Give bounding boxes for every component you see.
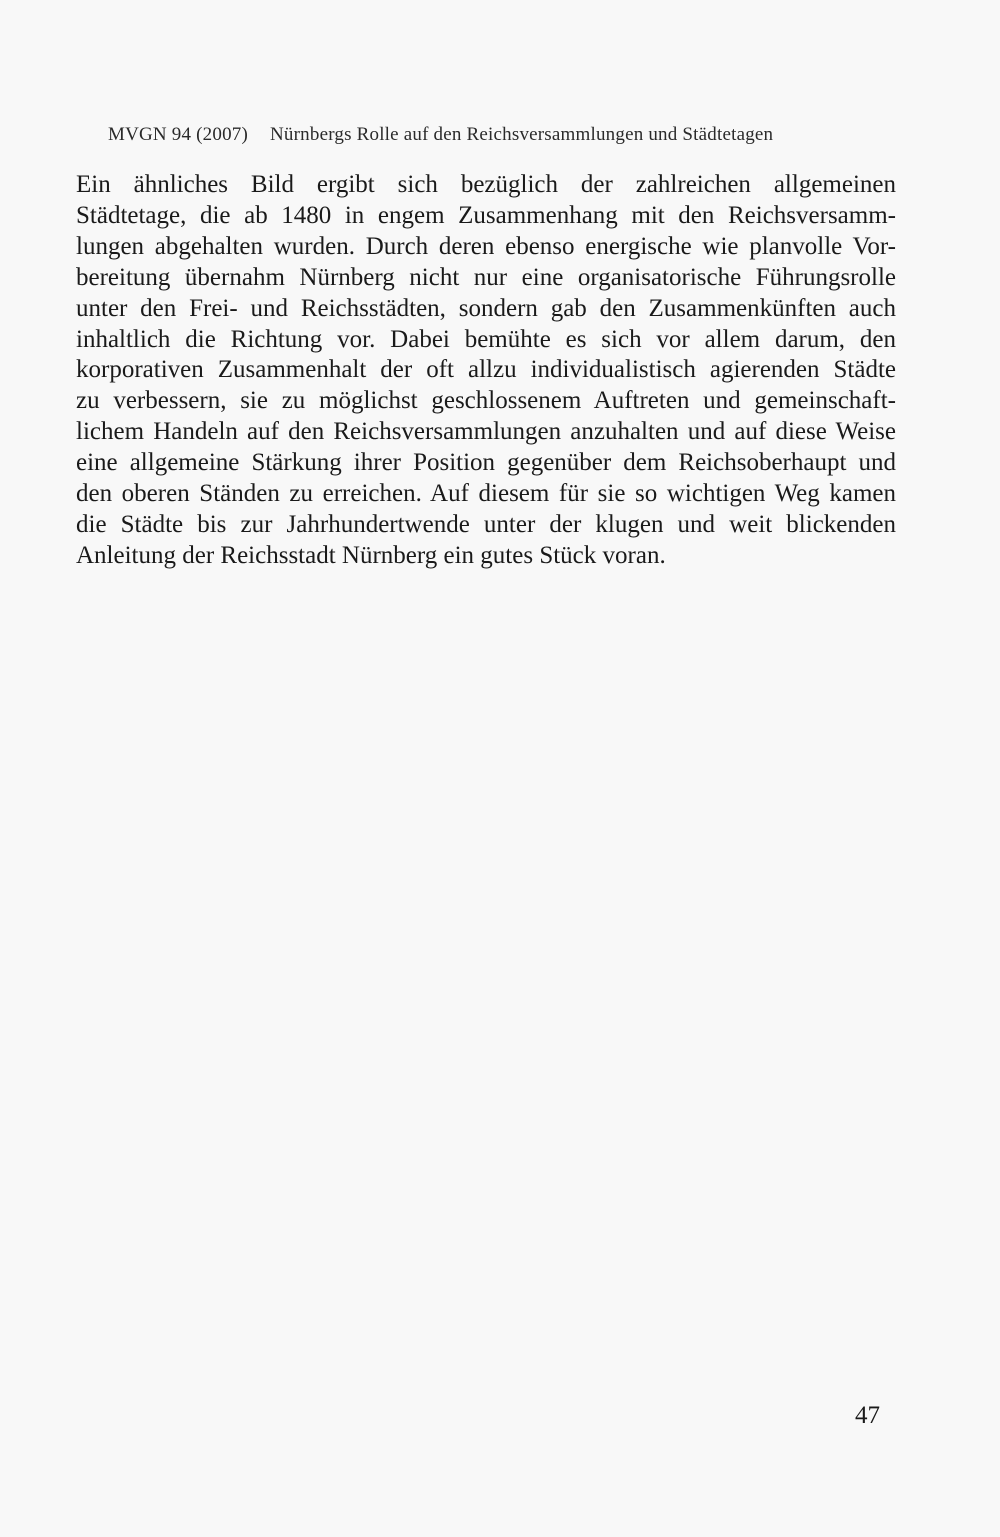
text-line: unter den Frei- und Reichsstädten, sondern gab den Zusammenkünften auch [76, 294, 896, 322]
text-line: korporativen Zusammenhalt der oft allzu individualistisch agierenden Städte [76, 356, 896, 384]
text-line: lungen abgehalten wurden. Durch deren ebenso energische wie planvolle Vor- [76, 232, 896, 260]
text-line: Ein ähnliches Bild ergibt sich bezüglich der zahlreichen allgemeinen [76, 171, 896, 198]
article-title: Nürnbergs Rolle auf den Reichsversammlungen und Städtetagen [270, 124, 774, 145]
text-line: Anleitung der Reichsstadt Nürnberg ein gutes Stück voran. [76, 541, 666, 569]
running-header [108, 124, 868, 146]
journal-reference: MVGN 94 (2007) [108, 124, 249, 145]
text-line: inhaltlich die Richtung vor. Dabei bemühte es sich vor allem darum, den [76, 325, 896, 353]
text-line: bereitung übernahm Nürnberg nicht nur eine organisatorische Führungsrolle [76, 263, 896, 291]
body-paragraph [76, 170, 896, 572]
text-line: Städtetage, die ab 1480 in engem Zusammenhang mit den Reichsversamm- [76, 201, 896, 229]
page-number: 47 [855, 1402, 880, 1429]
text-line: die Städte bis zur Jahrhundertwende unter der klugen und weit blickenden [76, 510, 896, 538]
text-line: den oberen Ständen zu erreichen. Auf diesem für sie so wichtigen Weg kamen [76, 480, 896, 508]
text-line: zu verbessern, sie zu möglichst geschlossenem Auftreten und gemeinschaft- [76, 387, 896, 415]
text-line: eine allgemeine Stärkung ihrer Position gegenüber dem Reichsoberhaupt und [76, 449, 896, 477]
text-line: lichem Handeln auf den Reichsversammlungen anzuhalten und auf diese Weise [76, 418, 896, 446]
